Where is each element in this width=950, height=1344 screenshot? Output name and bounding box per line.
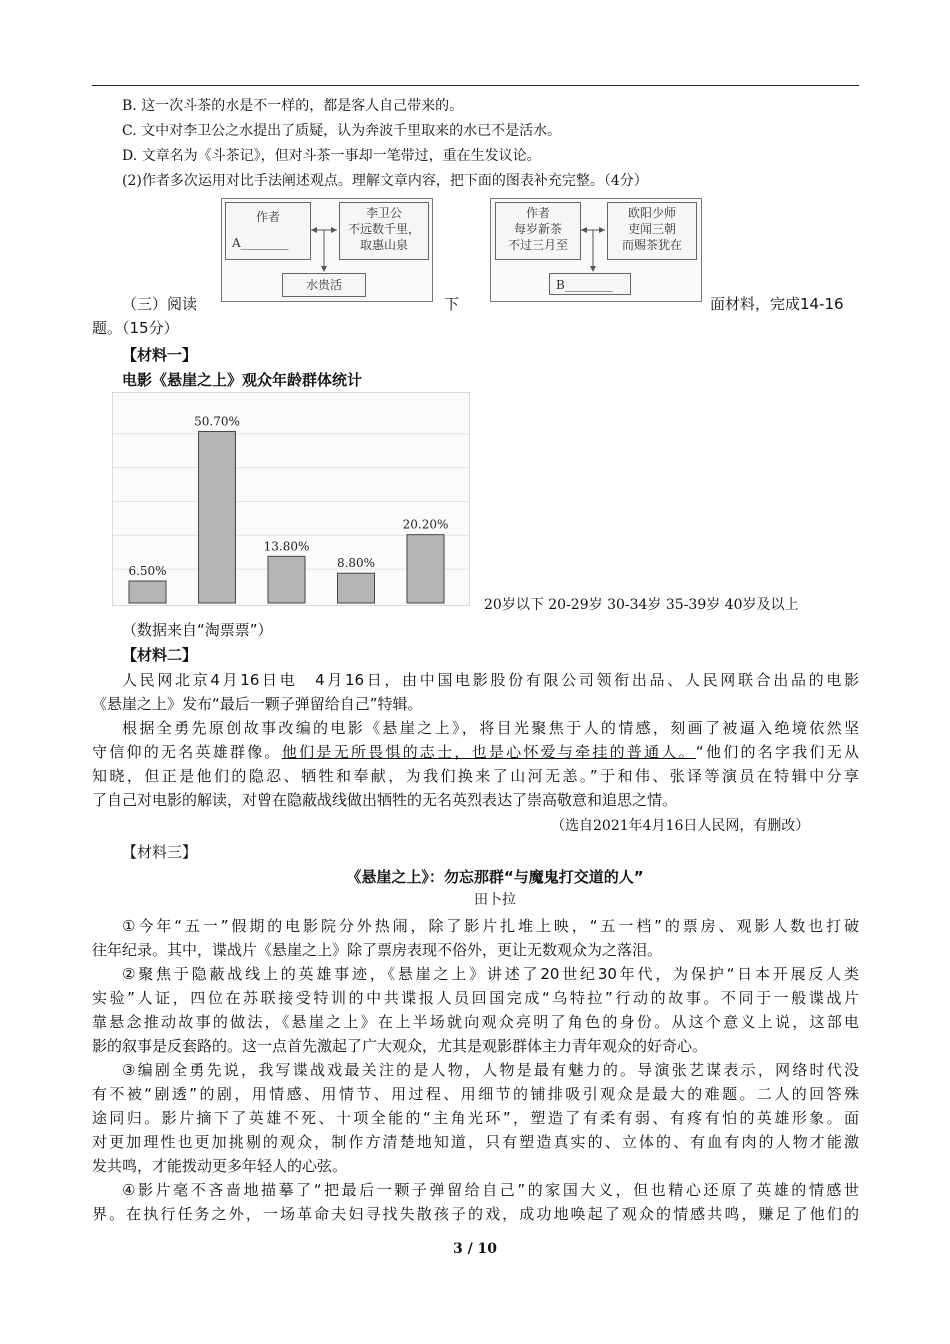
bar-label-40岁及以上: 20.20% (402, 517, 449, 532)
chart-category-labels: 20岁以下 20-29岁 30-34岁 35-39岁 40岁及以上 (484, 597, 799, 613)
material2-line1: 人民网北京4月16日电 4月16日，由中国电影股份有限公司领衔出品、人民网联合出品的电影 (122, 671, 859, 689)
diagram-right-author-l3: 不过三月至 (507, 238, 568, 252)
material3-p2-l3: 靠悬念推动故事的做法，《悬崖之上》在上半场就向观众亮明了角色的身份。从这个意义上说，这部电 (92, 1013, 859, 1031)
bar-label-20岁以下: 6.50% (128, 564, 167, 579)
material3-p2-l4: 影的叙事是反套路的。这一点首先激起了广大观众，尤其是观影群体主力青年观众的好奇心。 (92, 1037, 708, 1055)
diagram-left-liweigong-l1: 李卫公 (365, 206, 402, 220)
header-rule (92, 85, 859, 86)
material3-title: 《悬崖之上》：勿忘那群“与魔鬼打交道的人” (346, 868, 644, 886)
material3-p3-l5: 发共鸣，才能拨动更多年轻人的心弦。 (92, 1157, 348, 1175)
bar-30-34岁 (268, 556, 305, 603)
diagram-left-liweigong-l2: 不远数千里， (347, 222, 420, 236)
option-c: C. 文中对李卫公之水提出了质疑，认为奔波千里取来的水已不是活水。 (122, 123, 562, 139)
bar-label-30-34岁: 13.80% (263, 539, 310, 554)
material3-p1-l2: 往年纪录。其中，谍战片《悬崖之上》除了票房表现不俗外，更让无数观众为之落泪。 (92, 941, 663, 959)
bar-40岁及以上 (407, 535, 444, 603)
diagram-left (221, 198, 433, 302)
material2-line3: 根据全勇先原创故事改编的电影《悬崖之上》，将目光聚焦于人的情感，刻画了被逼入绝境依然坚 (122, 719, 859, 737)
material2-underlined-sentence: 他们是无所畏惧的志士，也是心怀爱与牵挂的普通人。 (281, 743, 696, 761)
material3-heading: 【材料三】 (122, 843, 198, 861)
bar-20-29岁 (199, 431, 236, 603)
bar-label-20-29岁: 50.70% (194, 414, 240, 429)
material2-line5: 知晓，但正是他们的隐忍、牺牲和奉献，为我们换来了山河无恙。”于和伟、张译等演员在特辑中分享 (92, 767, 859, 785)
option-d: D. 文章名为《斗茶记》，但对斗茶一事却一笔带过，重在生发议论。 (122, 148, 541, 164)
material2-line6: 了自己对电影的解读，对曾在隐蔽战线做出牺牲的无名英烈表达了崇高敬意和追思之情。 (92, 791, 678, 809)
material3-p1-l1: ①今年“五一”假期的电影院分外热闹，除了影片扎堆上映，“五一档”的票房、观影人数也打破 (122, 917, 859, 935)
material3-p4-l1: ④影片毫不吝啬地描摹了“把最后一颗子弹留给自己”的家国大义，但也精心还原了英雄的情感世 (122, 1181, 859, 1199)
material3-p4-l2: 界。在执行任务之外，一场革命夫妇寻找失散孩子的戏，成功地唤起了观众的情感共鸣，赚足了他们的 (92, 1205, 859, 1223)
section3-cont: 题。（15分） (92, 319, 179, 337)
diagram-left-result-box: 水贵活 (282, 273, 366, 297)
material3-p2-l2: 实验”人证，四位在苏联接受特训的中共谍报人员回国完成“乌特拉”行动的故事。不同于一般谍战片 (92, 989, 859, 1007)
question-2: (2)作者多次运用对比手法阐述观点。理解文章内容，把下面的图表补充完整。（4分） (122, 173, 648, 189)
diagram-right-ouyang-l2: 吏闻三朝 (627, 222, 676, 236)
bar-35-39岁 (338, 573, 375, 603)
material3-p3-l3: 途同归。影片摘下了英雄不死、十项全能的“主角光环”，塑造了有柔有弱、有疼有怕的英雄形象。面 (92, 1109, 859, 1127)
diagram-left-arrows (222, 199, 432, 301)
chart-title: 电影《悬崖之上》观众年龄群体统计 (122, 371, 363, 389)
diagram-right-arrows (491, 199, 701, 301)
diagram-right-author-l2: 每岁新茶 (513, 222, 562, 236)
bar-label-35-39岁: 8.80% (336, 556, 376, 571)
diagram-right-author-l1: 作者 (525, 206, 550, 220)
section3-part3: 面材料，完成14-16 (710, 295, 844, 313)
diagram-right-ouyang-l3: 而赐茶犹在 (621, 238, 682, 252)
age-bar-chart (112, 392, 470, 606)
page-number: 3 / 10 (452, 1241, 498, 1257)
chart-source: （数据来自“淘票票”） (122, 621, 273, 639)
material2-heading: 【材料二】 (122, 646, 198, 664)
material2-line4-end: “他们的名字我们无从 (695, 743, 859, 761)
material1-heading: 【材料一】 (122, 346, 198, 364)
diagram-left-blank-a: A________ (232, 236, 289, 250)
diagram-left-author-label: 作者 (255, 210, 280, 224)
diagram-right-ouyang-l1: 欧阳少师 (627, 206, 676, 220)
material3-author: 田卜拉 (474, 892, 516, 908)
material3-p2-l1: ②聚焦于隐蔽战线上的英雄事迹，《悬崖之上》讲述了20世纪30年代，为保护“日本开展反人类 (122, 965, 859, 983)
diagram-right-blank-b: B________ (549, 273, 631, 295)
material2-line4-start: 守信仰的无名英雄群像。 (92, 743, 282, 761)
material2-line2: 《悬崖之上》发布“最后一颗子弹留给自己”特辑。 (92, 695, 423, 713)
material2-line4 (92, 740, 859, 764)
diagram-right (490, 198, 702, 302)
option-b: B. 这一次斗茶的水是不一样的，都是客人自己带来的。 (122, 98, 464, 114)
material3-p3-l1: ③编剧全勇先说，我写谍战戏最关注的是人物，人物是最有魅力的。导演张艺谋表示，网络时代没 (122, 1061, 859, 1079)
section3-part2: 下 (444, 295, 460, 313)
material2-source: （选自2021年4月16日人民网，有删改） (551, 818, 810, 834)
section3-part1: （三）阅读 (122, 295, 198, 313)
material3-p3-l2: 有不被“剧透”的剧，用情感、用情节、用过程、用细节的铺排吸引观众是最大的难题。二人的回答殊 (92, 1085, 859, 1103)
diagram-left-liweigong-l3: 取惠山泉 (359, 238, 408, 252)
material3-p3-l4: 对更加理性也更加挑剔的观众，制作方清楚地知道，只有塑造真实的、立体的、有血有肉的人物才能激 (92, 1133, 859, 1151)
bar-20岁以下 (129, 581, 166, 603)
